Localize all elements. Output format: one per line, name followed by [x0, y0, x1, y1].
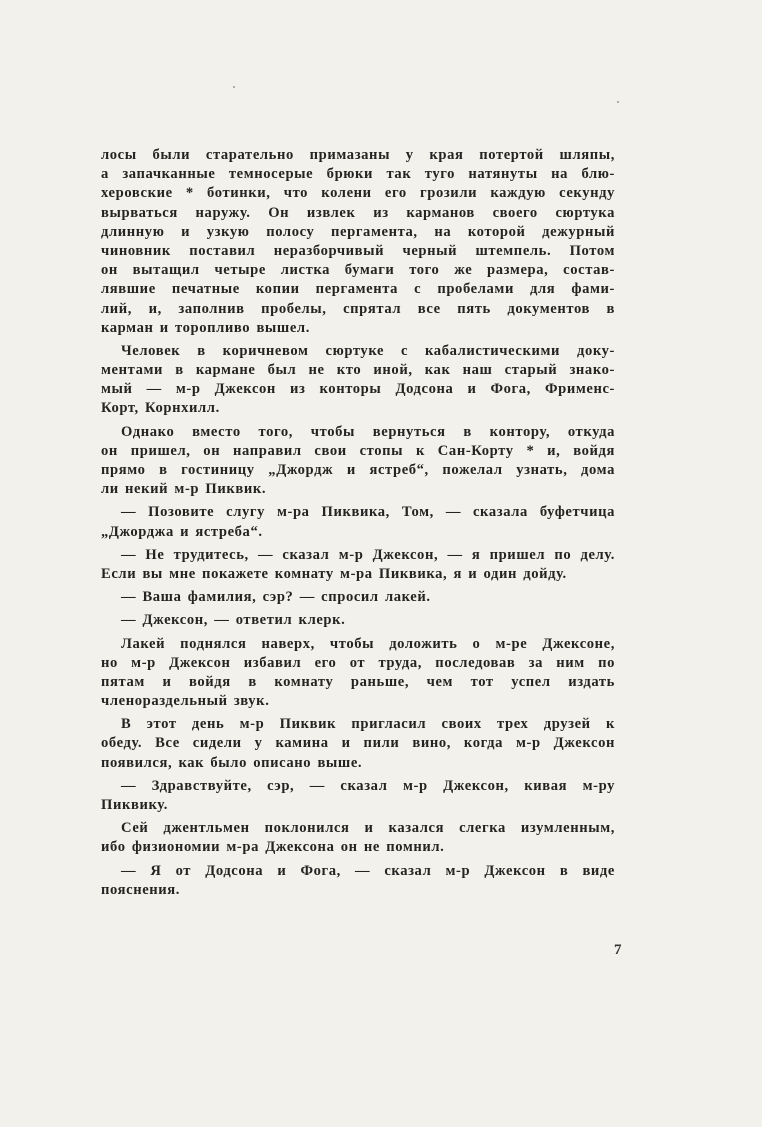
- text-line: карман и торопливо вышел.: [101, 319, 310, 336]
- page-number: 7: [614, 942, 622, 958]
- paragraph: [101, 503, 615, 541]
- text-line: ментами в кармане был не кто иной, как наш старый знако-: [101, 362, 615, 379]
- text-line: — Я от Додсона и Фога, — сказал м-р Джексон в виде: [121, 862, 615, 879]
- page-body-text: [101, 146, 615, 900]
- text-line: пятам и войдя в комнату раньше, чем тот успел издать: [101, 673, 615, 690]
- text-line: но м-р Джексон избавил его от труда, последовав за ним по: [101, 654, 615, 671]
- text-line: он вытащил четыре листка бумаги того же размера, состав-: [101, 262, 615, 279]
- text-line: пояснения.: [101, 881, 181, 898]
- paragraph: [101, 611, 615, 630]
- text-line: — Здравствуйте, сэр, — сказал м-р Джексон, кивая м-ру: [121, 777, 615, 794]
- scan-speck: [233, 86, 235, 88]
- text-line: чиновник поставил неразборчивый черный штемпель. Потом: [101, 242, 615, 259]
- text-line: Человек в коричневом сюртуке с кабалистическими доку-: [121, 342, 615, 359]
- text-line: лосы были старательно примазаны у края потертой шляпы,: [101, 147, 615, 163]
- text-line: В этот день м-р Пиквик пригласил своих трех друзей к: [121, 716, 615, 733]
- text-line: — Позовите слугу м-ра Пиквика, Том, — сказала буфетчица: [121, 504, 615, 521]
- text-line: ли некий м-р Пиквик.: [101, 481, 267, 498]
- paragraph: [101, 588, 615, 607]
- paragraph: [101, 777, 615, 815]
- paragraph: [101, 546, 615, 584]
- scan-speck: [617, 101, 619, 103]
- text-line: Однако вместо того, чтобы вернуться в контору, откуда: [121, 423, 615, 440]
- text-line: а запачканные темносерые брюки так туго натянуты на блю-: [101, 166, 615, 183]
- text-line: — Ваша фамилия, сэр? — спросил лакей.: [121, 589, 431, 606]
- paragraph: [101, 862, 615, 900]
- text-line: прямо в гостиницу „Джордж и ястреб“, пожелал узнать, дома: [101, 462, 615, 478]
- paragraph: [101, 819, 615, 857]
- text-line: ибо физиономии м-ра Джексона он не помнил.: [101, 839, 445, 856]
- text-line: лявшие печатные копии пергамента с пробелами для фами-: [101, 281, 615, 298]
- text-line: лий, и, заполнив пробелы, спрятал все пять документов в: [101, 300, 615, 317]
- text-line: членораздельный звук.: [101, 693, 270, 710]
- paragraph: [101, 423, 615, 500]
- paragraph: [101, 715, 615, 773]
- text-line: обеду. Все сидели у камина и пили вино, когда м-р Джексон: [101, 735, 615, 752]
- text-line: Если вы мне покажете комнату м-ра Пиквика, я и один дойду.: [101, 565, 567, 582]
- text-line: — Джексон, — ответил клерк.: [121, 612, 346, 629]
- text-line: Сей джентльмен поклонился и казался слегка изумленным,: [121, 820, 615, 837]
- text-line: вырваться наружу. Он извлек из карманов своего сюртука: [101, 204, 615, 221]
- text-line: появился, как было описано выше.: [101, 754, 363, 771]
- text-line: он пришел, он направил свои стопы к Сан-Корту * и, войдя: [101, 442, 615, 459]
- paragraph: [101, 146, 615, 338]
- text-line: — Не трудитесь, — сказал м-р Джексон, — я пришел по делу.: [121, 546, 615, 563]
- text-line: херовские * ботинки, что колени его грозили каждую секунду: [101, 185, 615, 202]
- text-line: длинную и узкую полосу пергамента, на которой дежурный: [101, 223, 615, 240]
- text-line: Корт, Корнхилл.: [101, 400, 220, 417]
- text-line: „Джорджа и ястреба“.: [101, 523, 263, 540]
- paragraph: [101, 635, 615, 712]
- text-line: Лакей поднялся наверх, чтобы доложить о м-ре Джексоне,: [121, 635, 615, 652]
- text-line: Пиквику.: [101, 797, 168, 813]
- text-line: мый — м-р Джексон из конторы Додсона и Фога, Фрименс-: [101, 381, 615, 398]
- paragraph: [101, 342, 615, 419]
